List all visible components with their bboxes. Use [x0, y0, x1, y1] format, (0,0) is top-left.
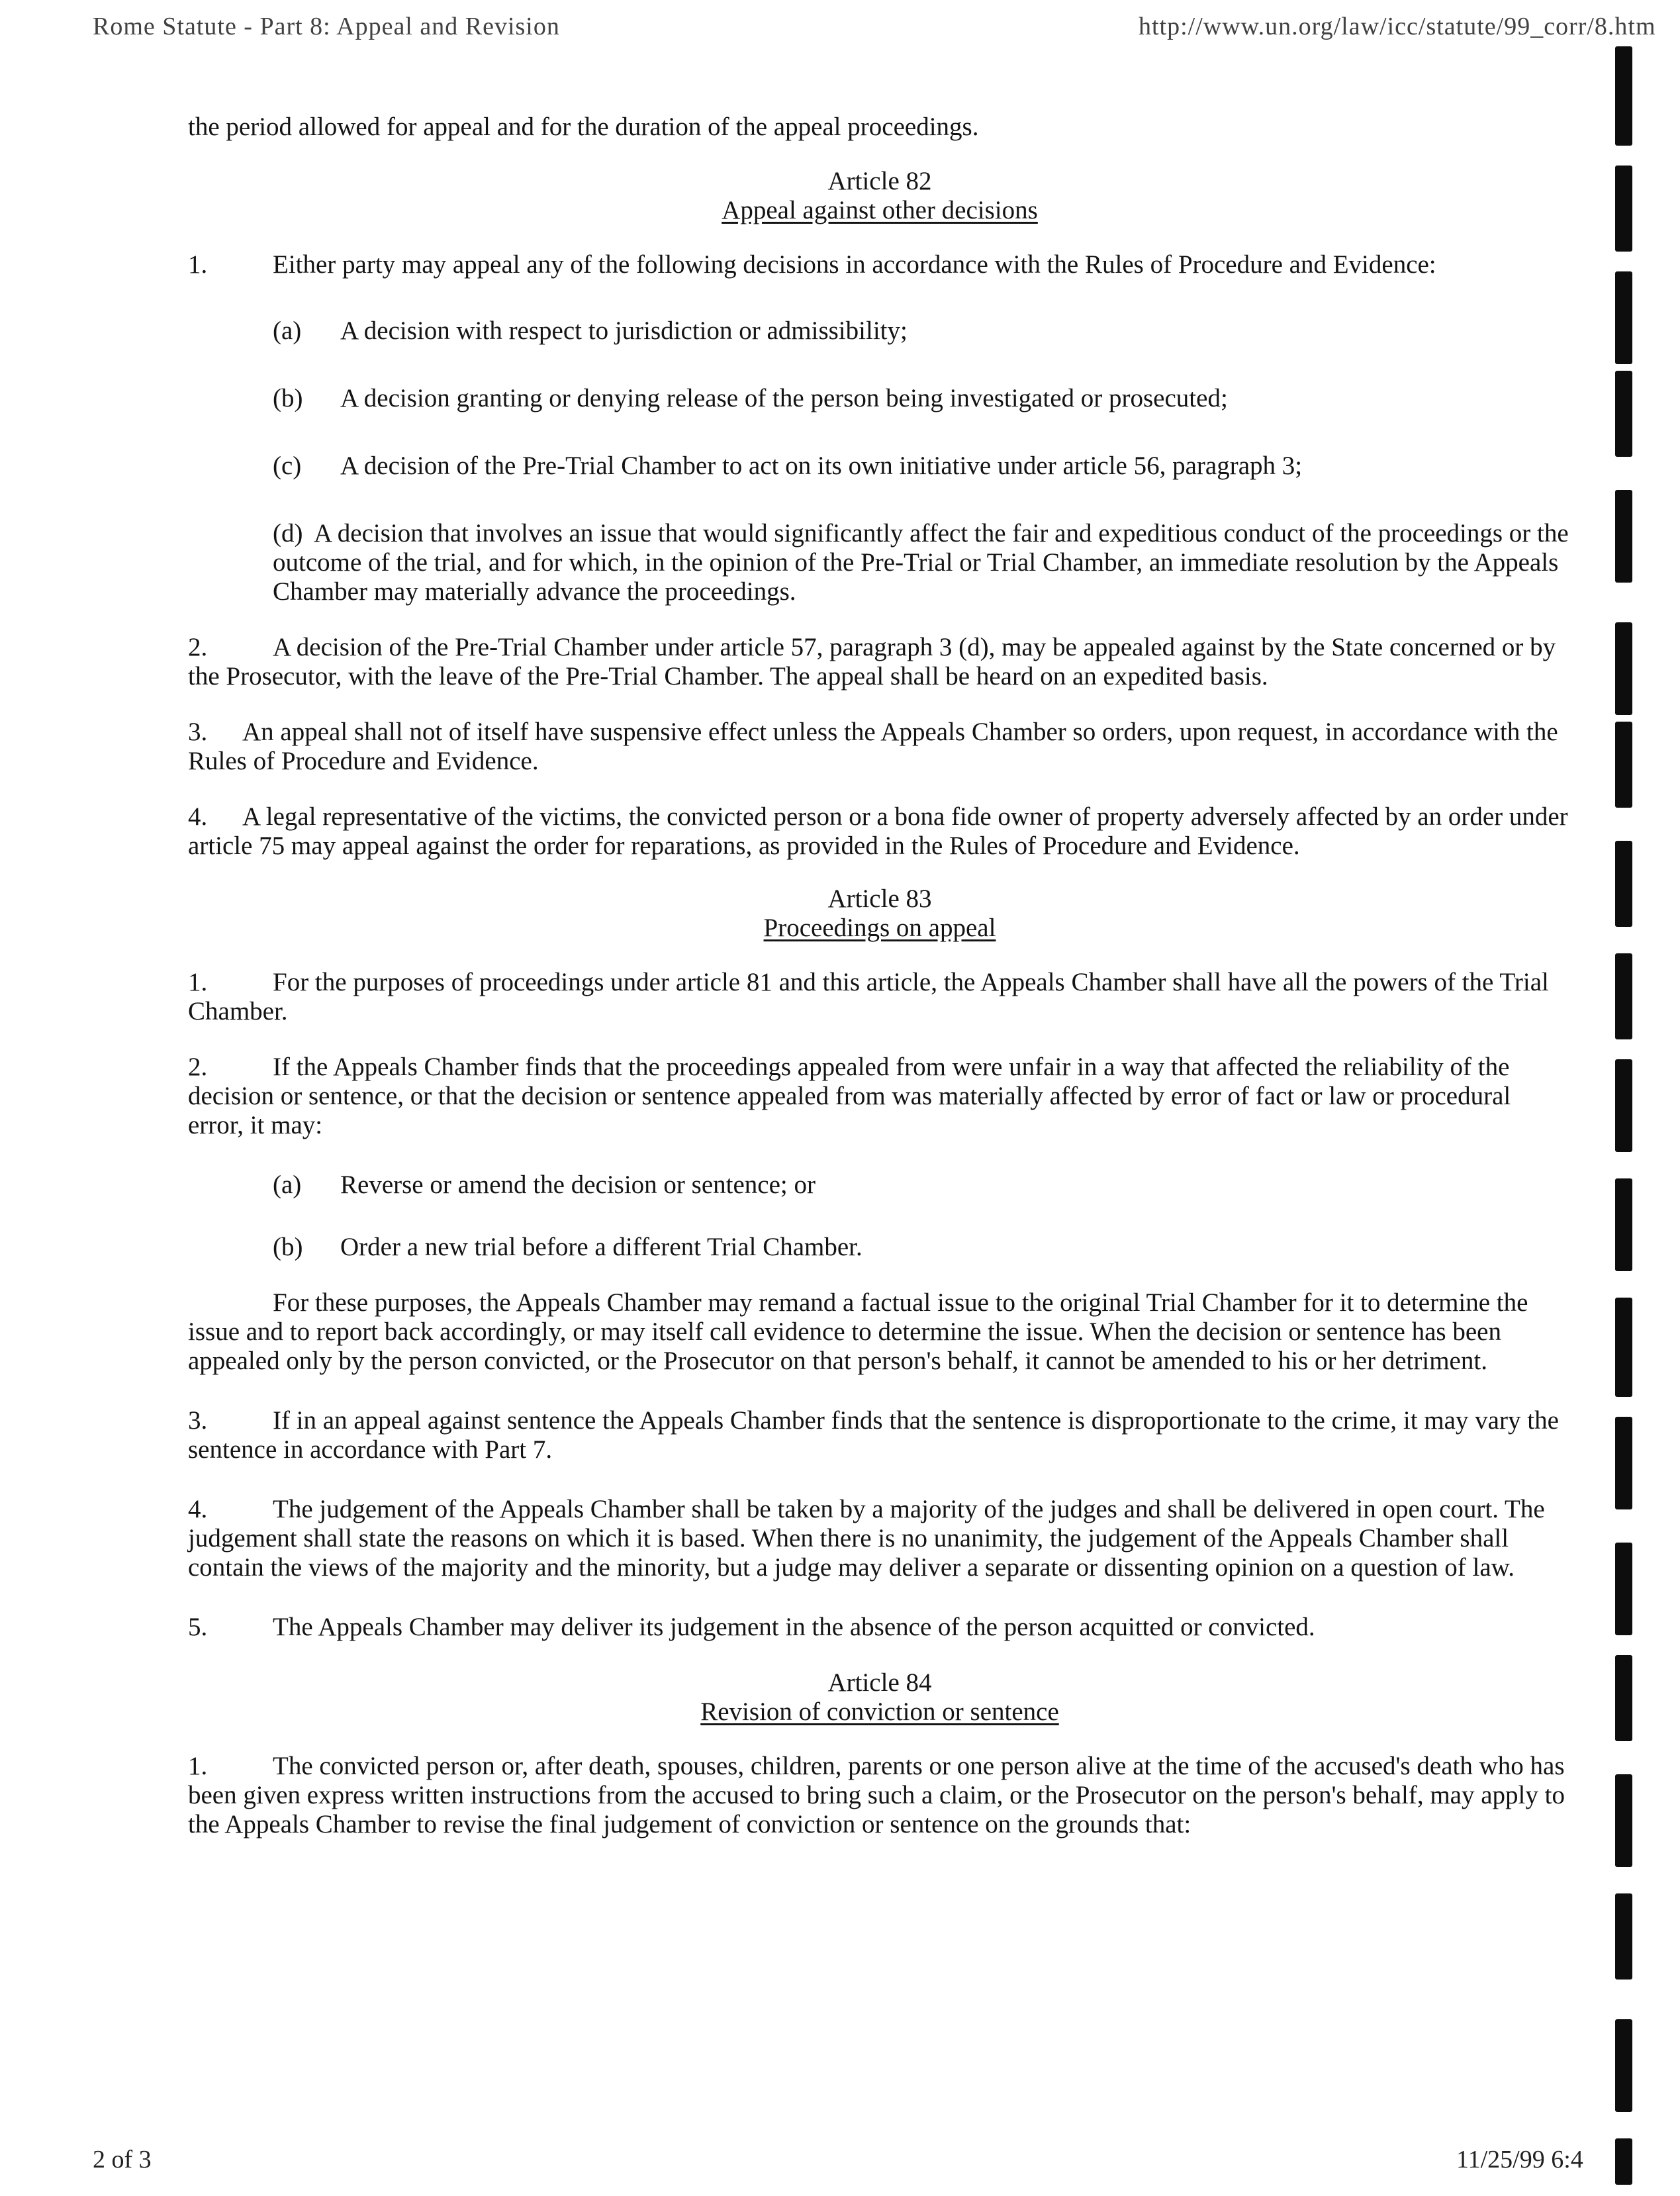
article-82-paragraph-1 — [188, 250, 1571, 279]
item-text: A decision granting or denying release of the person being investigated or prosecuted; — [340, 384, 1228, 412]
paragraph-number: 2. — [188, 633, 208, 661]
article-83-paragraph-5 — [188, 1613, 1571, 1642]
article-82-paragraph-3 — [188, 718, 1571, 776]
paragraph-text: If the Appeals Chamber finds that the proceedings appealed from were unfair in a way that affected the reliability of the decision or sentence, or that the decision or sentence appealed from was materially affected by error of fact or law or procedural error, it may: — [188, 1053, 1511, 1139]
paragraph-text: A decision of the Pre-Trial Chamber under article 57, paragraph 3 (d), may be appealed against by the State concerned or by the Prosecutor, with the leave of the Pre-Trial Chamber. The appeal shall be heard on an expedited basis. — [188, 633, 1556, 691]
item-text: A decision of the Pre-Trial Chamber to act on its own initiative under article 56, paragraph 3; — [340, 452, 1303, 480]
paragraph-text: Either party may appeal any of the following decisions in accordance with the Rules of Procedure and Evidence: — [273, 250, 1436, 279]
paragraph-text: The convicted person or, after death, spouses, children, parents or one person alive at the time of the accused's death who has been given express written instructions from the accused to bring such a claim, or the Prosecutor on the person's behalf, may apply to the Appeals Chamber to revise the final judgement of conviction or sentence on the grounds that: — [188, 1752, 1565, 1838]
paragraph-text: For the purposes of proceedings under article 81 and this article, the Appeals Chamber shall have all the powers of the Trial Chamber. — [188, 968, 1549, 1026]
item-label: (a) — [273, 1170, 302, 1199]
paragraph-text: An appeal shall not of itself have suspensive effect unless the Appeals Chamber so orders, upon request, in accordance with the Rules of Procedure and Evidence. — [188, 718, 1558, 775]
scan-bar — [1615, 953, 1632, 1039]
paragraph-number: 4. — [188, 802, 208, 831]
item-label: (d) — [273, 519, 303, 548]
scan-bar — [1615, 1655, 1632, 1741]
scan-bar — [1615, 722, 1632, 808]
paragraph-number: 1. — [188, 968, 208, 996]
continuation-text: the period allowed for appeal and for the duration of the appeal proceedings. — [188, 113, 979, 141]
scan-bar — [1615, 1543, 1632, 1635]
item-text: A decision that involves an issue that would significantly affect the fair and expeditious conduct of the proceedings or the outcome of the trial, and for which, in the opinion of the Pre-Trial or Trial Chamber, an immediate resolution by the Appeals Chamber may materially advance the proceedings. — [273, 519, 1569, 606]
scan-bar — [1615, 841, 1632, 927]
article-82-number: Article 82 — [827, 167, 932, 195]
print-timestamp: 11/25/99 6:4 — [1456, 2146, 1583, 2173]
article-82-item-a — [273, 316, 1571, 346]
paragraph-text: If in an appeal against sentence the Appeals Chamber finds that the sentence is disproportionate to the crime, it may vary the sentence in accordance with Part 7. — [188, 1406, 1559, 1464]
article-83-item-a — [273, 1170, 1571, 1200]
article-84-heading — [188, 1668, 1571, 1727]
article-82-title: Appeal against other decisions — [722, 196, 1038, 224]
item-label: (c) — [273, 452, 302, 480]
article-83-heading — [188, 884, 1571, 943]
scan-bar — [1615, 2019, 1632, 2112]
paragraph-text: The judgement of the Appeals Chamber shall be taken by a majority of the judges and shall be delivered in open court. The judgement shall state the reasons on which it is based. When there is no unanimity, the judgement of the Appeals Chamber shall contain the views of the majority and the minority, but a judge may deliver a separate or dissenting opinion on a question of law. — [188, 1495, 1545, 1582]
article-83-title: Proceedings on appeal — [763, 914, 996, 942]
running-header-title: Rome Statute - Part 8: Appeal and Revision — [93, 13, 560, 40]
article-83-paragraph-4 — [188, 1495, 1571, 1582]
article-83-item-b — [273, 1233, 1571, 1262]
scan-bar — [1615, 1417, 1632, 1509]
paragraph-number: 1. — [188, 1752, 208, 1780]
scan-bar — [1615, 371, 1632, 457]
scan-edge-artifacts — [1615, 40, 1642, 2185]
item-text: Reverse or amend the decision or sentence; or — [340, 1170, 816, 1199]
item-label: (a) — [273, 316, 302, 345]
item-label: (b) — [273, 384, 303, 412]
article-82-paragraph-2 — [188, 633, 1571, 691]
scan-bar — [1615, 1893, 1632, 1980]
article-82-item-b — [273, 384, 1571, 413]
scan-bar — [1615, 271, 1632, 364]
scan-bar — [1615, 46, 1632, 146]
scan-bar — [1615, 1059, 1632, 1152]
article-83-paragraph-2 — [188, 1053, 1571, 1140]
paragraph-text: The Appeals Chamber may deliver its judgement in the absence of the person acquitted or convicted. — [273, 1613, 1315, 1641]
item-label: (b) — [273, 1233, 303, 1261]
article-83-number: Article 83 — [827, 884, 932, 913]
article-82-paragraph-4 — [188, 802, 1571, 861]
article-83-paragraph-2-continuation: For these purposes, the Appeals Chamber may remand a factual issue to the original Trial Chamber for it to determine the issue and to report back accordingly, or may itself call evidence to determine the issue. When the decision or sentence has been appealed only by the person convicted, or the Prosecutor on that person's behalf, it cannot be amended to his or her detriment. — [188, 1288, 1528, 1375]
article-84-number: Article 84 — [827, 1668, 932, 1697]
article-82-item-d — [273, 519, 1571, 606]
running-header-url: http://www.un.org/law/icc/statute/99_corr/8.htm — [1139, 13, 1656, 40]
paragraph-number: 3. — [188, 718, 208, 746]
paragraph-number: 2. — [188, 1053, 208, 1081]
article-82-heading — [188, 167, 1571, 225]
paragraph-number: 1. — [188, 250, 208, 279]
scan-bar — [1615, 166, 1632, 252]
page-number: 2 of 3 — [93, 2146, 152, 2173]
article-84-title: Revision of conviction or sentence — [700, 1697, 1059, 1726]
scan-bar — [1615, 1774, 1632, 1867]
document-body — [188, 113, 1571, 1876]
paragraph-number: 3. — [188, 1406, 208, 1435]
item-text: A decision with respect to jurisdiction or admissibility; — [340, 316, 908, 345]
article-82-item-c — [273, 452, 1571, 481]
paragraph-number: 4. — [188, 1495, 208, 1523]
article-83-paragraph-1 — [188, 968, 1571, 1026]
article-83-paragraph-3 — [188, 1406, 1571, 1464]
scan-bar — [1615, 2138, 1632, 2185]
item-text: Order a new trial before a different Trial Chamber. — [340, 1233, 863, 1261]
scan-bar — [1615, 490, 1632, 583]
paragraph-number: 5. — [188, 1613, 208, 1641]
scan-bar — [1615, 622, 1632, 715]
article-84-paragraph-1 — [188, 1752, 1571, 1839]
scan-bar — [1615, 1298, 1632, 1397]
scan-bar — [1615, 1178, 1632, 1271]
paragraph-text: A legal representative of the victims, the convicted person or a bona fide owner of property adversely affected by an order under article 75 may appeal against the order for reparations, as provided in the Rules of Procedure and Evidence. — [188, 802, 1568, 860]
